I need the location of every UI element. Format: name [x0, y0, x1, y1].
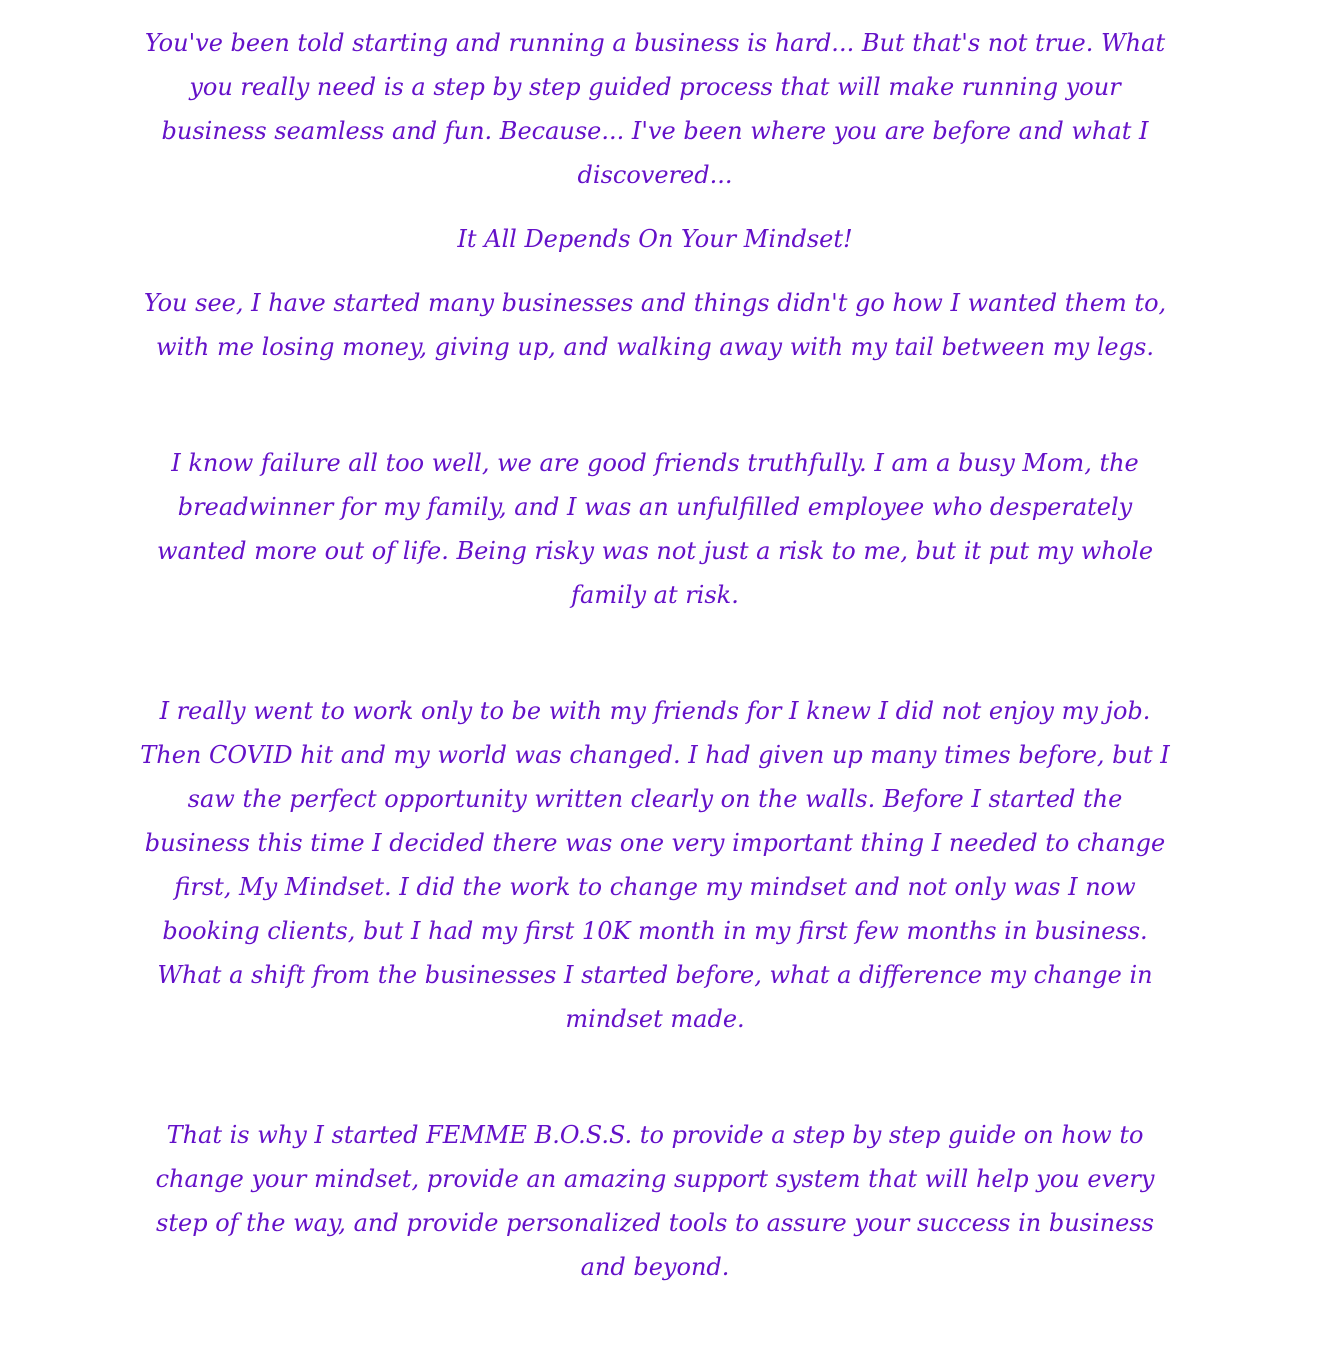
failure-paragraph: I know failure all too well, we are good friends truthfully. I am a busy Mom, the breadwinner for my family, and I was an unfulfilled employee who desperately wanted more out of life. Being risky was not just a risk to me, but it put my whole family at risk.: [156, 449, 1154, 609]
story-start-paragraph: You see, I have started many businesses and things didn't go how I wanted them to, with me losing money, giving up, and walking away with my tail between my legs.: [143, 289, 1167, 361]
intro-paragraph: You've been told starting and running a business is hard... But that's not true. What you really need is a step by step guided process that will make running your business seamless and fun. Because... I've been where you are before and what I discovered...: [144, 29, 1166, 189]
turning-point-paragraph: I really went to work only to be with my friends for I knew I did not enjoy my job. Then COVID hit and my world was changed. I had given up many times before, but I saw the perfect opportunity written clearly on the walls. Before I started the business this time I decided there was one very important thing I needed to change first, My Mindset. I did the work to change my mindset and not only was I now booking clients, but I had my first 10K month in my first few months in business. What a shift from the businesses I started before, what a difference my change in mindset made.: [140, 697, 1170, 1033]
mindset-headline: It All Depends On Your Mindset!: [457, 225, 853, 253]
about-text-block: [140, 21, 1170, 1289]
mission-paragraph: That is why I started FEMME B.O.S.S. to provide a step by step guide on how to change your mindset, provide an amazing support system that will help you every step of the way, and provide personalized tools to assure your success in business and beyond.: [155, 1121, 1155, 1281]
